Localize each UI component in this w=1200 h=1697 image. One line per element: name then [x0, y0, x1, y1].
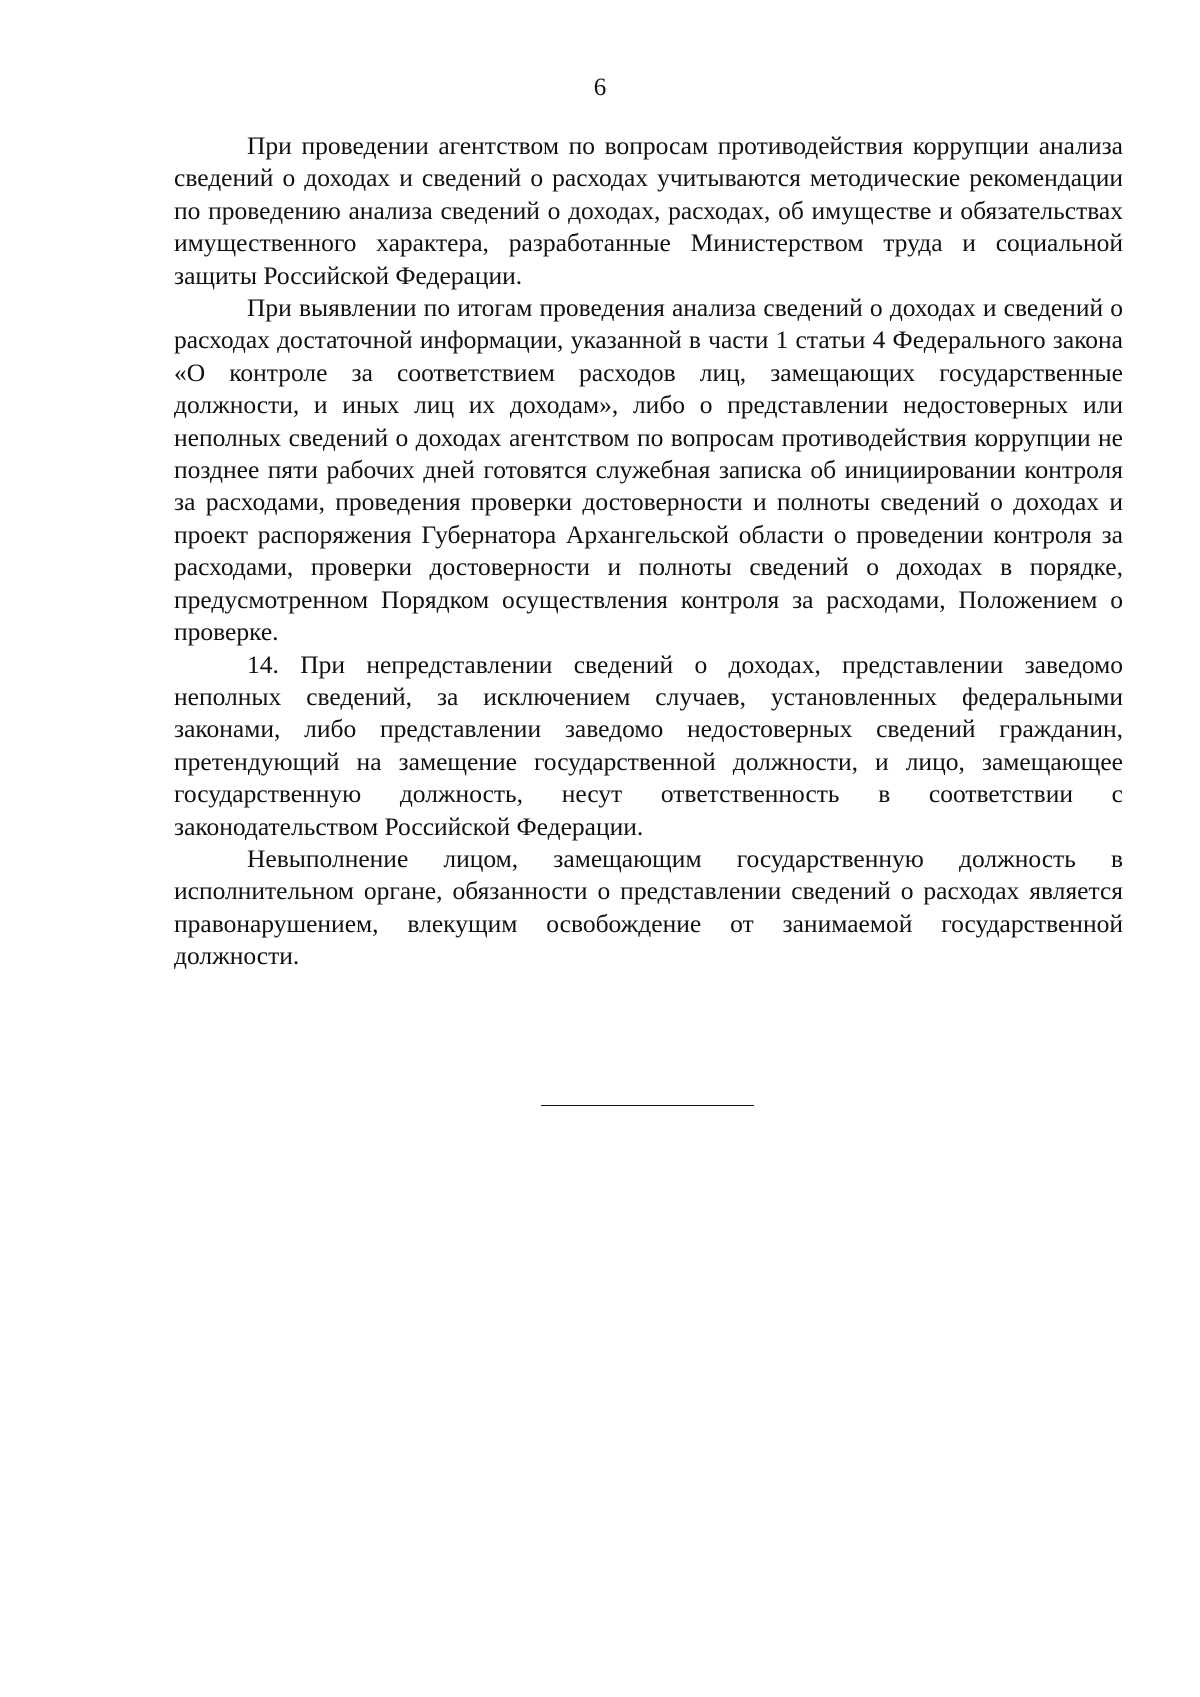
document-body	[174, 130, 1123, 973]
paragraph-control-initiation: При выявлении по итогам проведения анализа сведений о доходах и сведений о расходах достаточной информации, указанной в части 1 статьи 4 Федерального закона «О контроле за соответствием расходов лиц, замещающих государственные должности, и иных лиц их доходам», либо о представлении недостоверных или неполных сведений о доходах агентством по вопросам противодействия коррупции не позднее пяти рабочих дней готовятся служебная записка об инициировании контроля за расходами, проведения проверки достоверности и полноты сведений о доходах и проект распоряжения Губернатора Архангельской области о проведении контроля за расходами, проверки достоверности и полноты сведений о доходах в порядке, предусмотренном Порядком осуществления контроля за расходами, Положением о проверке.	[174, 293, 1123, 647]
page-number: 6	[593, 74, 607, 101]
paragraph-analysis-recommendations: При проведении агентством по вопросам противодействия коррупции анализа сведений о доходах и сведений о расходах учитываются методические рекомендации по проведению анализа сведений о доходах, расходах, об имуществе и обязательствах имущественного характера, разработанные Министерством труда и социальной защиты Российской Федерации.	[174, 131, 1123, 290]
paragraph-offense-dismissal: Невыполнение лицом, замещающим государственную должность в исполнительном органе, обязанности о представлении сведений о расходах является правонарушением, влекущим освобождение от занимаемой государственной должности.	[174, 843, 1123, 971]
end-of-document-rule	[541, 1105, 754, 1106]
paragraph-14-responsibility: 14. При непредставлении сведений о доходах, представлении заведомо неполных сведений, за исключением случаев, установленных федеральными законами, либо представлении заведомо недостоверных сведений гражданин, претендующий на замещение государственной должности, и лицо, замещающее государственную должность, несут ответственность в соответствии с законодательством Российской Федерации.	[174, 649, 1123, 841]
